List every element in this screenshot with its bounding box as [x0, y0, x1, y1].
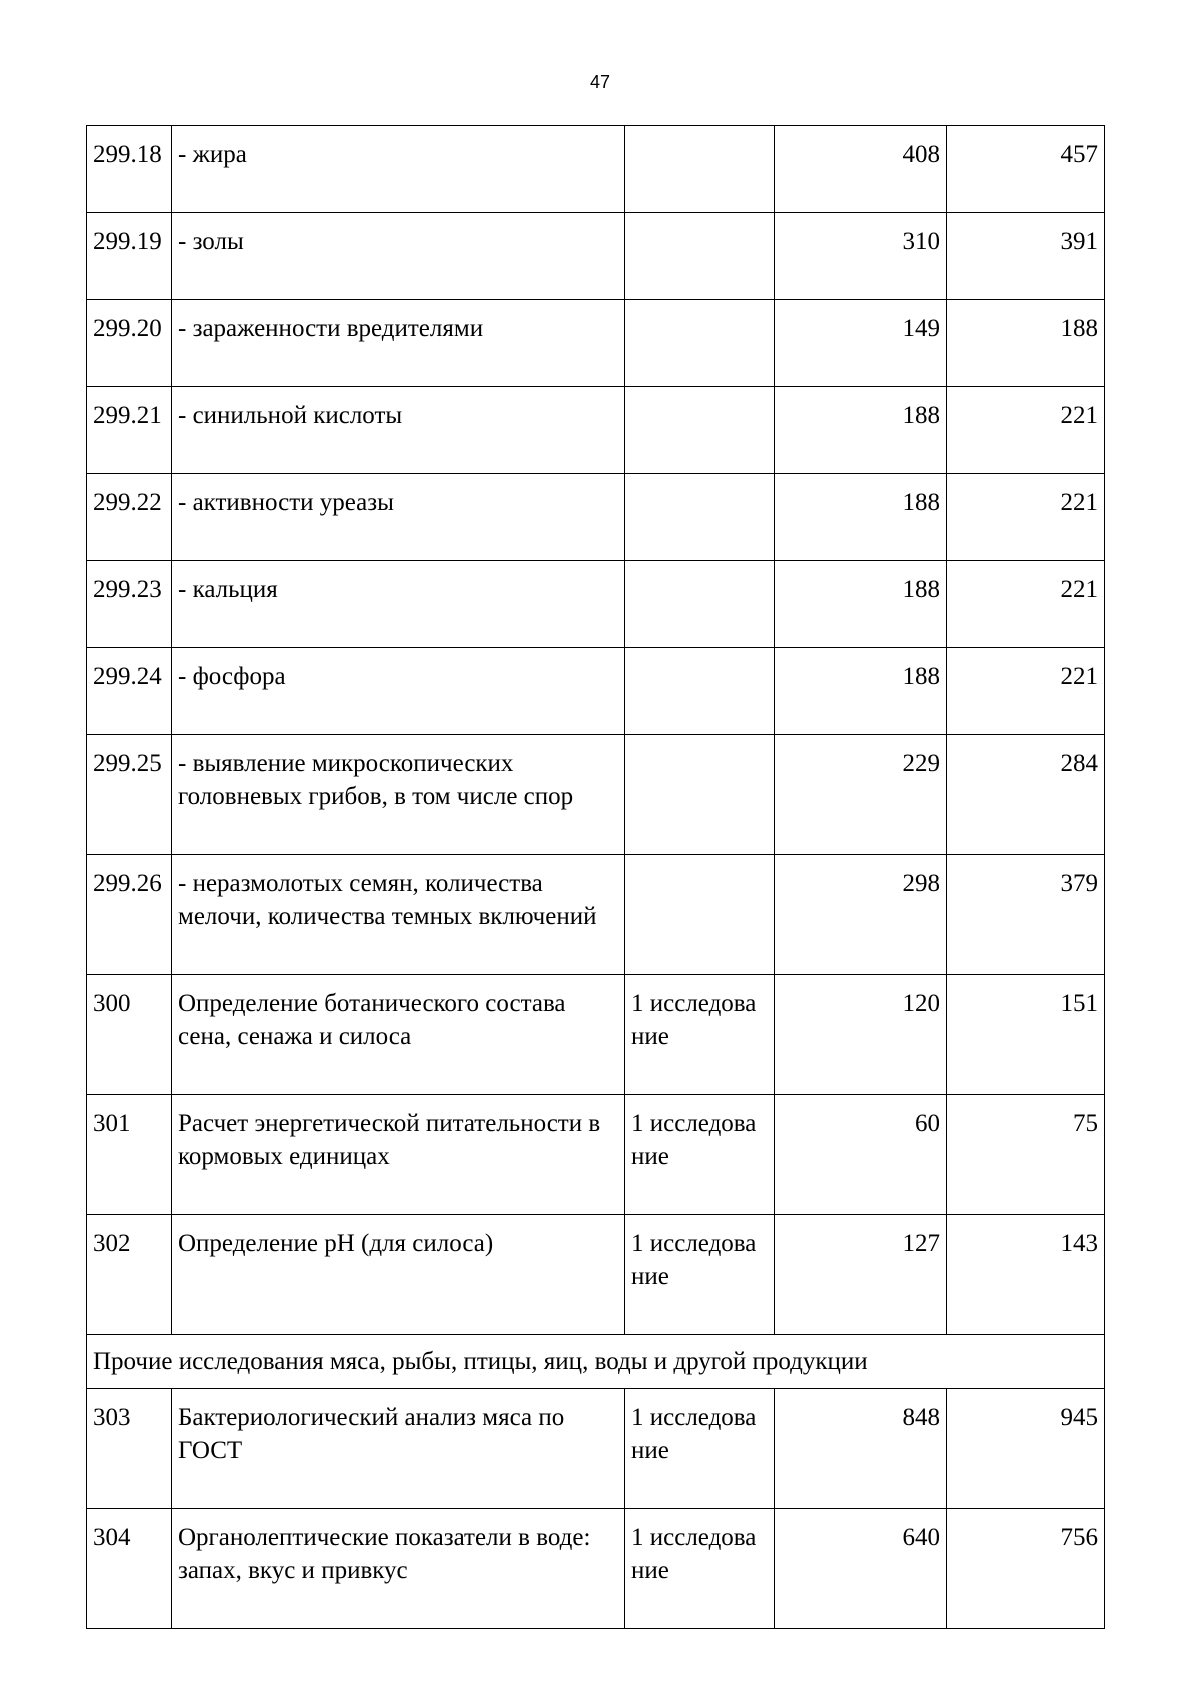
- section-title: Прочие исследования мяса, рыбы, птицы, яиц, воды и другой продукции: [87, 1335, 1105, 1389]
- row-price-1: 60: [775, 1095, 947, 1215]
- table-row: [87, 474, 1105, 561]
- row-price-2: 756: [947, 1509, 1105, 1629]
- table-row: [87, 648, 1105, 735]
- row-price-2: 379: [947, 855, 1105, 975]
- table-row: [87, 855, 1105, 975]
- row-price-2: 143: [947, 1215, 1105, 1335]
- row-unit: [625, 561, 775, 648]
- row-name: Бактериологический анализ мяса по ГОСТ: [172, 1389, 625, 1509]
- row-code: 304: [87, 1509, 172, 1629]
- section-header-row: [87, 1335, 1105, 1389]
- row-code: 299.18: [87, 126, 172, 213]
- row-name: - жира: [172, 126, 625, 213]
- row-unit: 1 исследование: [625, 1215, 775, 1335]
- row-code: 299.21: [87, 387, 172, 474]
- table-row: [87, 126, 1105, 213]
- row-price-1: 640: [775, 1509, 947, 1629]
- row-code: 299.23: [87, 561, 172, 648]
- row-code: 299.22: [87, 474, 172, 561]
- row-price-1: 310: [775, 213, 947, 300]
- row-name: - фосфора: [172, 648, 625, 735]
- row-price-1: 298: [775, 855, 947, 975]
- row-code: 299.20: [87, 300, 172, 387]
- row-code: 301: [87, 1095, 172, 1215]
- table-row: [87, 387, 1105, 474]
- page-number: 47: [589, 72, 611, 92]
- row-price-2: 221: [947, 474, 1105, 561]
- row-name: Определение pH (для силоса): [172, 1215, 625, 1335]
- row-unit: [625, 735, 775, 855]
- row-price-2: 151: [947, 975, 1105, 1095]
- row-price-1: 188: [775, 474, 947, 561]
- row-price-2: 945: [947, 1389, 1105, 1509]
- row-price-2: 221: [947, 387, 1105, 474]
- row-name: - неразмолотых семян, количества мелочи, количества темных включений: [172, 855, 625, 975]
- row-name: - синильной кислоты: [172, 387, 625, 474]
- row-code: 300: [87, 975, 172, 1095]
- row-name: - кальция: [172, 561, 625, 648]
- row-price-1: 188: [775, 648, 947, 735]
- row-code: 299.19: [87, 213, 172, 300]
- row-unit: [625, 474, 775, 561]
- row-code: 303: [87, 1389, 172, 1509]
- row-unit: [625, 855, 775, 975]
- table-row: [87, 1215, 1105, 1335]
- row-unit: [625, 387, 775, 474]
- row-name: - активности уреазы: [172, 474, 625, 561]
- row-price-2: 188: [947, 300, 1105, 387]
- table-row: [87, 735, 1105, 855]
- row-unit: 1 исследование: [625, 975, 775, 1095]
- row-name: Органолептические показатели в воде: запах, вкус и привкус: [172, 1509, 625, 1629]
- row-unit: 1 исследование: [625, 1095, 775, 1215]
- table-row: [87, 1509, 1105, 1629]
- table-row: [87, 213, 1105, 300]
- row-price-1: 408: [775, 126, 947, 213]
- row-price-1: 127: [775, 1215, 947, 1335]
- row-name: - золы: [172, 213, 625, 300]
- row-price-1: 120: [775, 975, 947, 1095]
- row-price-2: 284: [947, 735, 1105, 855]
- row-name: Расчет энергетической питательности в кормовых единицах: [172, 1095, 625, 1215]
- row-price-1: 848: [775, 1389, 947, 1509]
- row-code: 299.25: [87, 735, 172, 855]
- row-code: 299.24: [87, 648, 172, 735]
- table-row: [87, 1389, 1105, 1509]
- row-code: 302: [87, 1215, 172, 1335]
- row-price-2: 221: [947, 648, 1105, 735]
- row-price-1: 188: [775, 387, 947, 474]
- row-code: 299.26: [87, 855, 172, 975]
- row-unit: [625, 648, 775, 735]
- row-price-1: 149: [775, 300, 947, 387]
- row-price-1: 229: [775, 735, 947, 855]
- row-unit: [625, 126, 775, 213]
- row-unit: [625, 213, 775, 300]
- table-row: [87, 300, 1105, 387]
- price-table: [86, 125, 1105, 1629]
- row-price-1: 188: [775, 561, 947, 648]
- table-row: [87, 561, 1105, 648]
- row-name: - выявление микроскопических головневых грибов, в том числе спор: [172, 735, 625, 855]
- row-unit: 1 исследование: [625, 1389, 775, 1509]
- table-row: [87, 1095, 1105, 1215]
- row-name: - зараженности вредителями: [172, 300, 625, 387]
- row-unit: 1 исследование: [625, 1509, 775, 1629]
- row-price-2: 457: [947, 126, 1105, 213]
- row-price-2: 75: [947, 1095, 1105, 1215]
- table-row: [87, 975, 1105, 1095]
- row-name: Определение ботанического состава сена, сенажа и силоса: [172, 975, 625, 1095]
- row-price-2: 221: [947, 561, 1105, 648]
- row-unit: [625, 300, 775, 387]
- row-price-2: 391: [947, 213, 1105, 300]
